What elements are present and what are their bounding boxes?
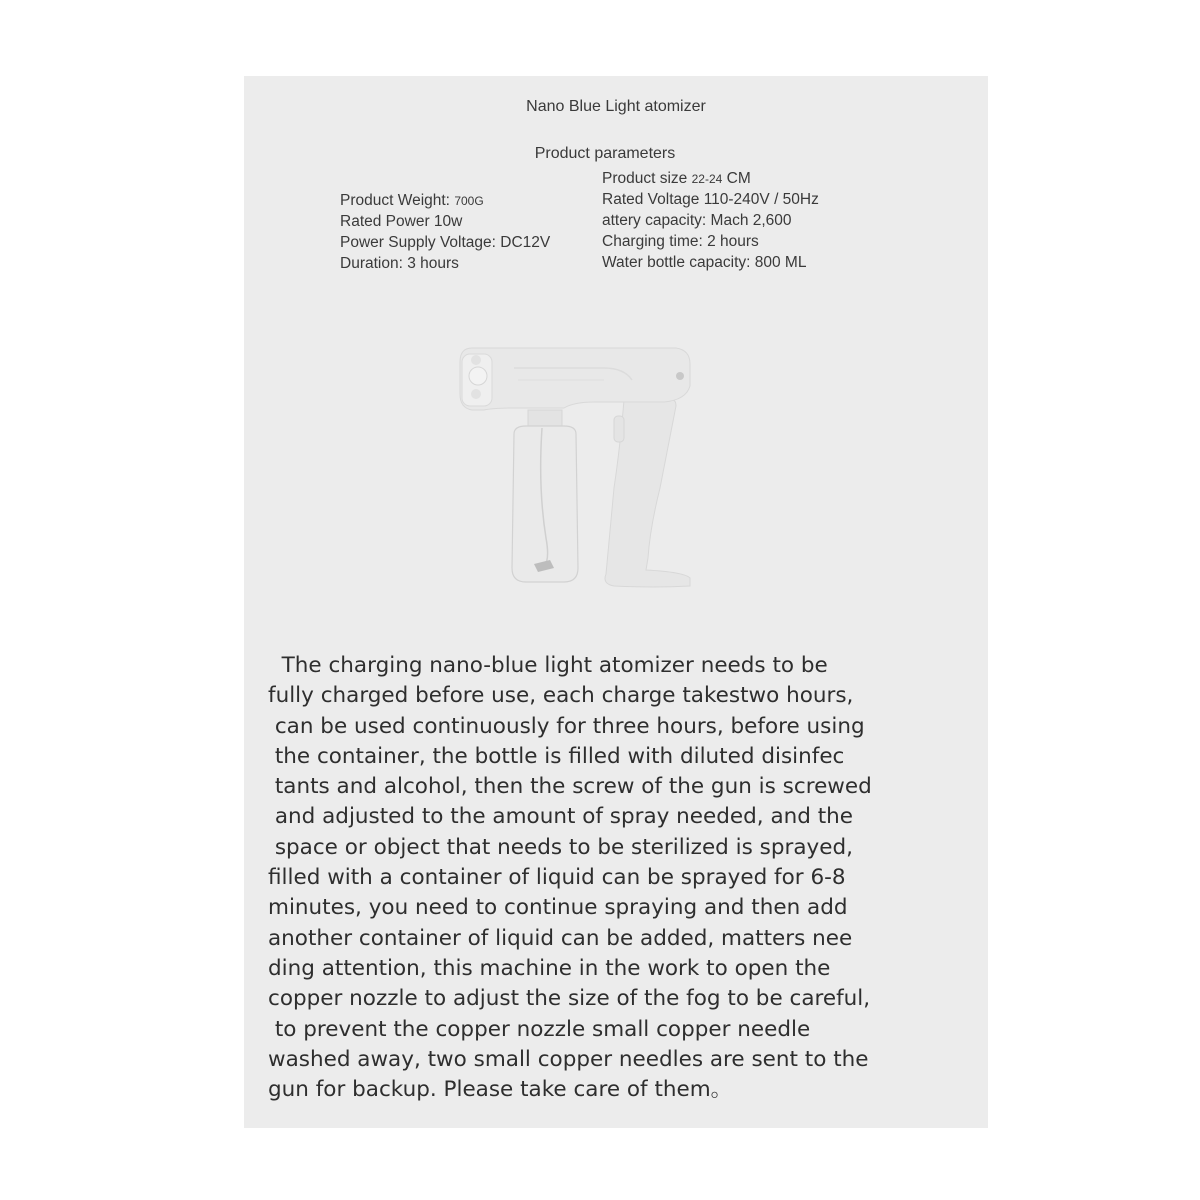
body-line: minutes, you need to continue spraying and then add <box>268 895 848 921</box>
body-line: the container, the bottle is filled with diluted disinfec <box>268 743 845 769</box>
param-water-bottle-capacity: Water bottle capacity: 800 ML <box>602 254 807 271</box>
param-duration: Duration: 3 hours <box>340 255 459 272</box>
body-line: can be used continuously for three hours, before using <box>268 713 865 739</box>
instructions-paragraph <box>268 651 958 1105</box>
body-line: space or object that needs to be sterilized is sprayed, <box>268 834 853 860</box>
body-line: copper nozzle to adjust the size of the fog to be careful, <box>268 986 871 1012</box>
body-line: another container of liquid can be added, matters nee <box>268 925 853 951</box>
gun-barrel <box>460 348 690 410</box>
param-rated-power: Rated Power 10w <box>340 213 463 230</box>
param-supply-voltage: Power Supply Voltage: DC12V <box>340 234 551 251</box>
body-line: fully charged before use, each charge takestwo hours, <box>268 683 854 709</box>
nozzle-center <box>469 367 487 385</box>
parameters-right-column <box>602 168 819 273</box>
nozzle-light-top <box>471 355 481 365</box>
power-button <box>676 372 684 380</box>
body-line: washed away, two small copper needles are sent to the <box>268 1046 869 1072</box>
parameters-heading: Product parameters <box>534 145 676 162</box>
body-line: to prevent the copper nozzle small copper needle <box>268 1016 811 1042</box>
param-charging-time: Charging time: 2 hours <box>602 233 759 250</box>
trigger <box>614 416 624 442</box>
nozzle-light-bottom <box>471 389 481 399</box>
param-rated-voltage: Rated Voltage 110-240V / 50Hz <box>602 191 819 208</box>
body-line: The charging nano-blue light atomizer needs to be <box>268 653 828 678</box>
document-title: Nano Blue Light atomizer <box>526 98 706 115</box>
body-line: filled with a container of liquid can be sprayed for 6-8 <box>268 865 846 891</box>
body-line: ding attention, this machine in the work to open the <box>268 955 831 981</box>
body-line: gun for backup. Please take care of them。 <box>268 1077 733 1103</box>
param-battery-capacity: attery capacity: Mach 2,600 <box>602 212 792 229</box>
document-sheet <box>244 76 988 1128</box>
body-line: tants and alcohol, then the screw of the gun is screwed <box>268 774 872 800</box>
atomizer-spray-gun-image <box>454 338 774 608</box>
param-product-size: Product size 22-24 CM <box>602 170 751 187</box>
body-line: and adjusted to the amount of spray needed, and the <box>268 804 854 830</box>
parameters-left-column <box>340 190 550 274</box>
param-product-weight: Product Weight: 700G <box>340 192 484 209</box>
water-bottle <box>512 426 578 582</box>
bottle-neck <box>528 410 562 428</box>
